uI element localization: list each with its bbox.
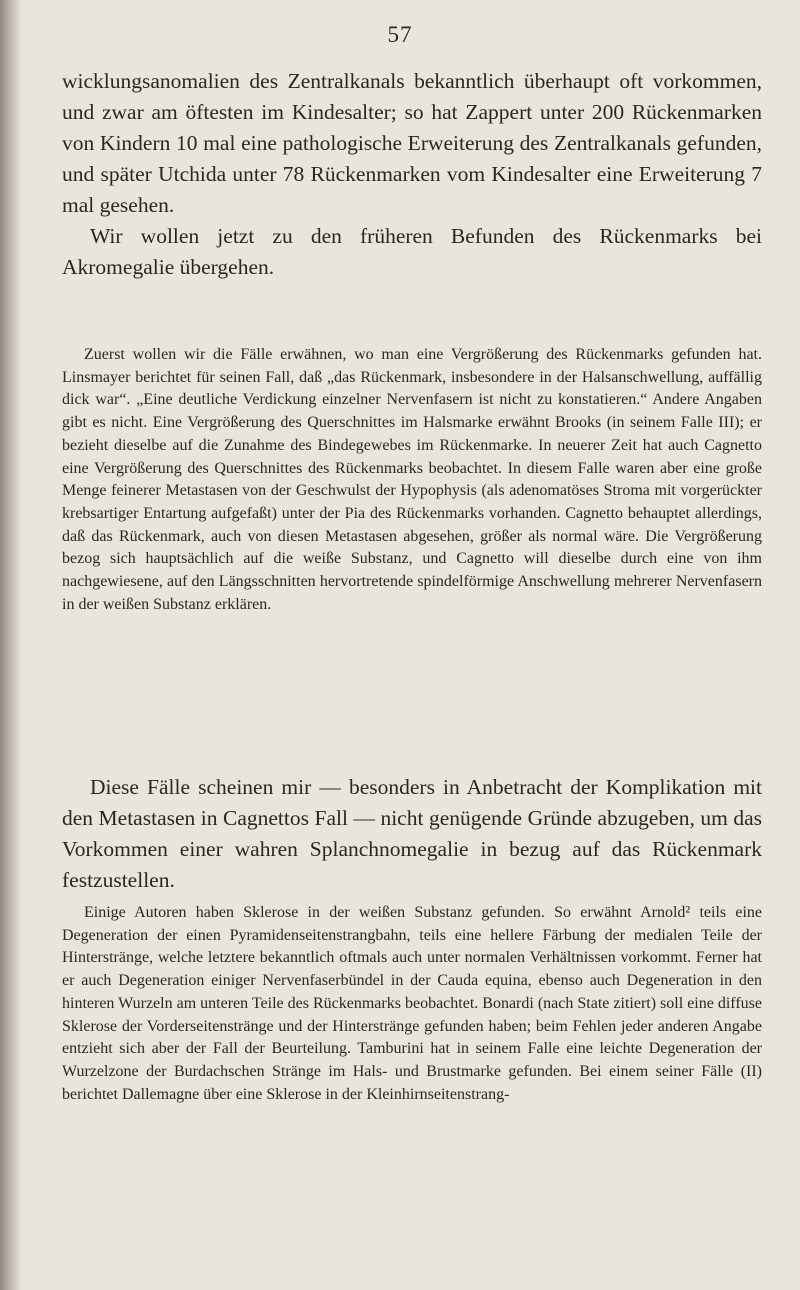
paragraph-1: wicklungsanomalien des Zentralkanals bekanntlich überhaupt oft vorkommen, und zwar am öftesten im Kindesalter; so hat Zappert unter 200 Rückenmarken von Kindern 10 mal eine pathologische Erweiterung des Zentralkanals gefunden, und später Utchida unter 78 Rückenmarken vom Kindesalter eine Erweiterung 7 mal gesehen. (62, 69, 762, 217)
paragraph-4: Diese Fälle scheinen mir — besonders in Anbetracht der Komplikation mit den Metastasen in Cagnettos Fall — nicht genügende Gründe abzugeben, um das Vorkommen einer wahren Splanchnomegalie in bezug auf das Rückenmark festzustellen. (62, 775, 762, 892)
text-block-2 (62, 344, 762, 616)
paragraph-5: Einige Autoren haben Sklerose in der weißen Substanz gefunden. So erwähnt Arnold² teils eine Degeneration der einen Pyramidenseitenstrangbahn, teils eine hellere Färbung der medialen Teile der Hinterstränge, welche letztere bekanntlich oftmals auch unter normalen Verhältnissen vorkommt. Ferner hat er auch Degeneration einiger Nervenfaserbündel in der Cauda equina, ebenso auch Degeneration in den hinteren Wurzeln am unteren Teile des Rückenmarks beobachtet. Bonardi (nach State zitiert) soll eine diffuse Sklerose der Vorderseitenstränge und der Hinterstränge gefunden haben; beim Fehlen jeder anderen Angabe entzieht sich aber der Fall der Beurteilung. Tamburini hat in seinem Falle eine leichte Degeneration der Wurzelzone der Burdachschen Stränge im Hals- und Brustmarke gefunden. Bei einem seiner Fälle (II) berichtet Dallemagne über eine Sklerose in der Kleinhirnseitenstrang- (62, 904, 762, 1103)
page-number: 57 (387, 22, 413, 47)
page-gutter-shadow (0, 0, 22, 1290)
text-block-3 (62, 772, 762, 896)
paragraph-3: Zuerst wollen wir die Fälle erwähnen, wo man eine Vergrößerung des Rückenmarks gefunden hat. Linsmayer berichtet für seinen Fall, daß „das Rückenmark, insbesondere in der Halsanschwellung, auffällig dick war“. „Eine deutliche Verdickung einzelner Nervenfasern ist nicht zu konstatieren.“ Andere Angaben gibt es nicht. Eine Vergrößerung des Querschnittes im Halsmarke erwähnt Brooks (in seinem Falle III); er bezieht dieselbe auf die Zunahme des Bindegewebes im Rückenmarke. In neuerer Zeit hat auch Cagnetto eine Vergrößerung des Querschnittes des Rückenmarks beobachtet. In diesem Falle waren aber eine große Menge feinerer Metastasen von der Geschwulst der Hypophysis (als adenomatöses Stroma mit vorgerückter krebsartiger Entartung aufgefaßt) unter der Pia des Rückenmarks vorhanden. Cagnetto behauptet allerdings, daß das Rückenmark, auch von diesen Metastasen abgesehen, größer als normal wäre. Die Vergrößerung bezog sich hauptsächlich auf die weiße Substanz, und Cagnetto will dieselbe durch eine von ihm nachgewiesene, auf den Längsschnitten hervortretende spindelförmige Anschwellung mehrerer Nervenfasern in der weißen Substanz erklären. (62, 346, 762, 613)
text-block-4 (62, 902, 762, 1106)
text-block-1 (62, 66, 762, 283)
paragraph-2: Wir wollen jetzt zu den früheren Befunden des Rückenmarks bei Akromegalie übergehen. (62, 224, 762, 279)
